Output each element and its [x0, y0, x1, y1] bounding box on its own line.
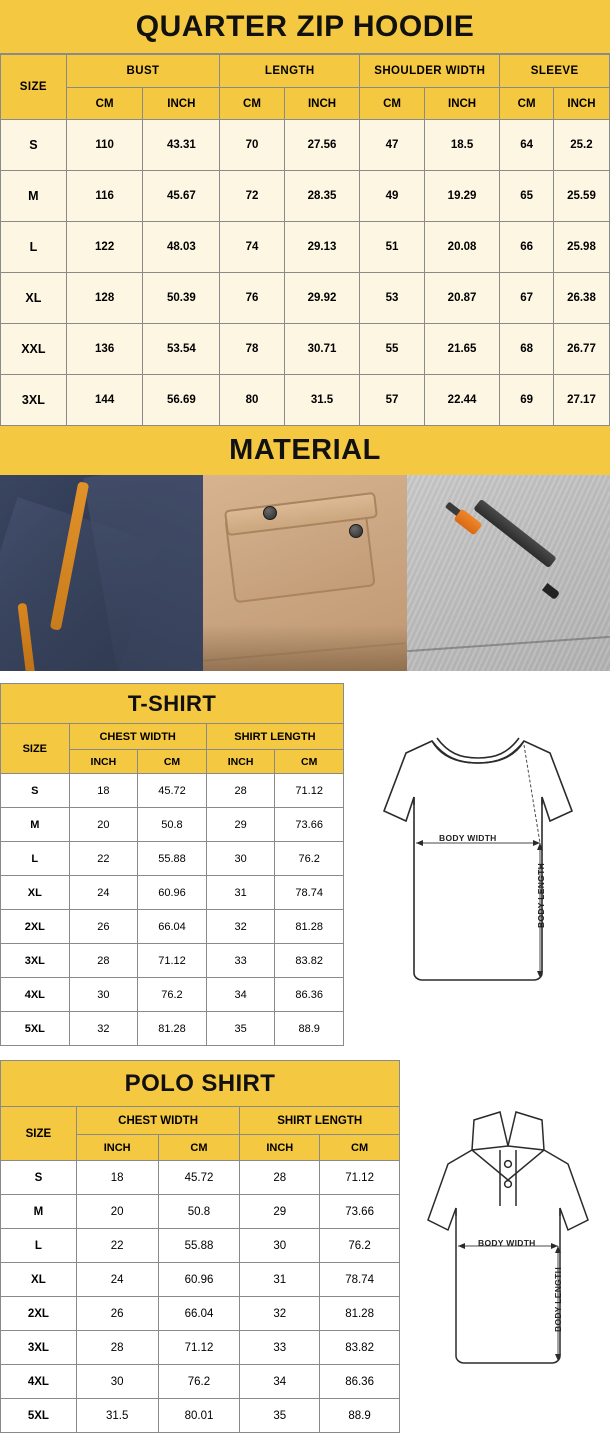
hoodie-cell: 80 [220, 375, 285, 426]
tshirt-cell: 33 [206, 944, 275, 978]
tshirt-cell: 24 [69, 876, 138, 910]
tshirt-row-size: L [1, 842, 70, 876]
tshirt-cell: 22 [69, 842, 138, 876]
hoodie-row-size: M [1, 171, 67, 222]
polo-row-size: 3XL [1, 1331, 77, 1365]
hoodie-cell: 27.17 [553, 375, 609, 426]
polo-cell: 73.66 [320, 1195, 400, 1229]
hoodie-cell: 57 [360, 375, 425, 426]
tshirt-col-size: SIZE [1, 724, 70, 774]
polo-body-width-label: BODY WIDTH [478, 1238, 536, 1248]
hoodie-cell: 67 [500, 273, 554, 324]
tshirt-cell: 26 [69, 910, 138, 944]
table-row [1, 876, 344, 910]
material-photo-row [0, 475, 610, 671]
polo-row-size: 2XL [1, 1297, 77, 1331]
tshirt-col-shirt-length: SHIRT LENGTH [206, 724, 343, 750]
hoodie-row-size: XL [1, 273, 67, 324]
tshirt-body-length-label: BODY LENGTH [536, 862, 546, 928]
polo-cell: 76.2 [158, 1365, 240, 1399]
tshirt-cell: 81.28 [138, 1012, 207, 1046]
polo-cell: 26 [76, 1297, 158, 1331]
polo-cell: 29 [240, 1195, 320, 1229]
tshirt-cell: 45.72 [138, 774, 207, 808]
grey-fleece-pen-pocket-photo [407, 475, 610, 671]
hoodie-cell: 47 [360, 120, 425, 171]
polo-section [0, 1060, 610, 1433]
tshirt-section [0, 683, 610, 1046]
tshirt-cell: 76.2 [138, 978, 207, 1012]
polo-cell: 30 [76, 1365, 158, 1399]
hoodie-col-size: SIZE [1, 55, 67, 120]
polo-cell: 24 [76, 1263, 158, 1297]
hoodie-row-size: XXL [1, 324, 67, 375]
hoodie-title: QUARTER ZIP HOODIE [0, 0, 610, 54]
polo-cell: 28 [76, 1331, 158, 1365]
tshirt-cell: 71.12 [138, 944, 207, 978]
polo-row-size: S [1, 1161, 77, 1195]
tshirt-cell: 83.82 [275, 944, 344, 978]
polo-row-size: XL [1, 1263, 77, 1297]
hoodie-cell: 68 [500, 324, 554, 375]
hoodie-cell: 27.56 [284, 120, 360, 171]
table-row [1, 222, 610, 273]
hoodie-cell: 25.98 [553, 222, 609, 273]
tshirt-cell: 29 [206, 808, 275, 842]
hoodie-cell: 128 [66, 273, 143, 324]
hoodie-cell: 66 [500, 222, 554, 273]
tshirt-cell: 32 [69, 1012, 138, 1046]
hoodie-cell: 51 [360, 222, 425, 273]
hoodie-unit-shoulder-cm: CM [360, 88, 425, 120]
hoodie-unit-sleeve-inch: INCH [553, 88, 609, 120]
tshirt-cell: 88.9 [275, 1012, 344, 1046]
hoodie-cell: 122 [66, 222, 143, 273]
tshirt-cell: 78.74 [275, 876, 344, 910]
polo-unit-length-cm: CM [320, 1135, 400, 1161]
tshirt-cell: 66.04 [138, 910, 207, 944]
polo-cell: 55.88 [158, 1229, 240, 1263]
tshirt-cell: 18 [69, 774, 138, 808]
hoodie-cell: 53.54 [143, 324, 220, 375]
tshirt-size-table [0, 723, 344, 1046]
polo-cell: 31.5 [76, 1399, 158, 1433]
table-row [1, 1195, 400, 1229]
table-row [1, 1331, 400, 1365]
polo-row-size: M [1, 1195, 77, 1229]
polo-row-size: 4XL [1, 1365, 77, 1399]
tshirt-cell: 31 [206, 876, 275, 910]
hoodie-cell: 25.59 [553, 171, 609, 222]
hoodie-cell: 31.5 [284, 375, 360, 426]
polo-cell: 60.96 [158, 1263, 240, 1297]
tshirt-cell: 60.96 [138, 876, 207, 910]
table-row [1, 1399, 400, 1433]
hoodie-cell: 19.29 [424, 171, 500, 222]
material-title: MATERIAL [0, 426, 610, 475]
tshirt-cell: 32 [206, 910, 275, 944]
polo-cell: 34 [240, 1365, 320, 1399]
table-row [1, 375, 610, 426]
tshirt-cell: 28 [69, 944, 138, 978]
hoodie-cell: 55 [360, 324, 425, 375]
hoodie-cell: 50.39 [143, 273, 220, 324]
hoodie-unit-shoulder-inch: INCH [424, 88, 500, 120]
tshirt-cell: 81.28 [275, 910, 344, 944]
hoodie-cell: 49 [360, 171, 425, 222]
hoodie-cell: 18.5 [424, 120, 500, 171]
polo-cell: 71.12 [158, 1331, 240, 1365]
tshirt-outline-icon [344, 693, 610, 1023]
hoodie-cell: 29.13 [284, 222, 360, 273]
hoodie-cell: 26.77 [553, 324, 609, 375]
table-row [1, 1012, 344, 1046]
polo-col-shirt-length: SHIRT LENGTH [240, 1107, 400, 1135]
hoodie-cell: 25.2 [553, 120, 609, 171]
table-row [1, 1229, 400, 1263]
navy-hoodie-drawstring-photo [0, 475, 203, 671]
spacer [0, 671, 610, 683]
tshirt-row-size: 5XL [1, 1012, 70, 1046]
hoodie-cell: 136 [66, 324, 143, 375]
polo-cell: 33 [240, 1331, 320, 1365]
tshirt-cell: 35 [206, 1012, 275, 1046]
polo-size-table [0, 1106, 400, 1433]
hoodie-cell: 30.71 [284, 324, 360, 375]
tshirt-row-size: 2XL [1, 910, 70, 944]
hoodie-cell: 43.31 [143, 120, 220, 171]
hoodie-unit-bust-cm: CM [66, 88, 143, 120]
polo-body-length-label: BODY LENGTH [553, 1266, 563, 1332]
hoodie-col-sleeve: SLEEVE [500, 55, 610, 88]
hoodie-col-shoulder-width: SHOULDER WIDTH [360, 55, 500, 88]
hoodie-cell: 28.35 [284, 171, 360, 222]
hoodie-col-bust: BUST [66, 55, 219, 88]
hoodie-cell: 65 [500, 171, 554, 222]
table-row [1, 1263, 400, 1297]
hoodie-cell: 48.03 [143, 222, 220, 273]
tshirt-cell: 50.8 [138, 808, 207, 842]
hoodie-cell: 53 [360, 273, 425, 324]
polo-cell: 32 [240, 1297, 320, 1331]
polo-col-size: SIZE [1, 1107, 77, 1161]
polo-cell: 35 [240, 1399, 320, 1433]
tshirt-diagram [344, 683, 610, 1046]
tshirt-row-size: S [1, 774, 70, 808]
polo-cell: 22 [76, 1229, 158, 1263]
hoodie-cell: 21.65 [424, 324, 500, 375]
polo-diagram [400, 1060, 610, 1433]
polo-unit-length-inch: INCH [240, 1135, 320, 1161]
hoodie-row-size: S [1, 120, 67, 171]
hoodie-row-size: 3XL [1, 375, 67, 426]
hoodie-unit-bust-inch: INCH [143, 88, 220, 120]
hoodie-cell: 74 [220, 222, 285, 273]
hoodie-cell: 26.38 [553, 273, 609, 324]
table-row [1, 910, 344, 944]
tshirt-unit-chest-inch: INCH [69, 750, 138, 774]
hoodie-unit-length-cm: CM [220, 88, 285, 120]
polo-cell: 76.2 [320, 1229, 400, 1263]
tshirt-unit-length-inch: INCH [206, 750, 275, 774]
polo-cell: 45.72 [158, 1161, 240, 1195]
table-row [1, 944, 344, 978]
hoodie-row-size: L [1, 222, 67, 273]
polo-row-size: 5XL [1, 1399, 77, 1433]
table-row [1, 273, 610, 324]
polo-cell: 18 [76, 1161, 158, 1195]
tshirt-row-size: XL [1, 876, 70, 910]
tan-sleeve-pocket-photo [203, 475, 406, 671]
tshirt-cell: 55.88 [138, 842, 207, 876]
hoodie-cell: 64 [500, 120, 554, 171]
table-row [1, 324, 610, 375]
polo-cell: 71.12 [320, 1161, 400, 1195]
hoodie-cell: 144 [66, 375, 143, 426]
polo-cell: 80.01 [158, 1399, 240, 1433]
polo-cell: 31 [240, 1263, 320, 1297]
tshirt-title: T-SHIRT [0, 683, 344, 723]
hoodie-cell: 69 [500, 375, 554, 426]
tshirt-cell: 73.66 [275, 808, 344, 842]
table-row [1, 1297, 400, 1331]
tshirt-cell: 30 [206, 842, 275, 876]
polo-cell: 28 [240, 1161, 320, 1195]
tshirt-cell: 76.2 [275, 842, 344, 876]
polo-cell: 86.36 [320, 1365, 400, 1399]
polo-cell: 88.9 [320, 1399, 400, 1433]
tshirt-row-size: M [1, 808, 70, 842]
spacer [0, 1046, 610, 1060]
tshirt-cell: 20 [69, 808, 138, 842]
tshirt-row-size: 4XL [1, 978, 70, 1012]
hoodie-cell: 45.67 [143, 171, 220, 222]
polo-cell: 78.74 [320, 1263, 400, 1297]
tshirt-cell: 71.12 [275, 774, 344, 808]
table-row [1, 978, 344, 1012]
hoodie-cell: 29.92 [284, 273, 360, 324]
hoodie-cell: 110 [66, 120, 143, 171]
polo-cell: 20 [76, 1195, 158, 1229]
table-row [1, 171, 610, 222]
polo-cell: 83.82 [320, 1331, 400, 1365]
hoodie-section [0, 0, 610, 426]
hoodie-cell: 20.87 [424, 273, 500, 324]
hoodie-col-length: LENGTH [220, 55, 360, 88]
hoodie-cell: 56.69 [143, 375, 220, 426]
polo-unit-chest-cm: CM [158, 1135, 240, 1161]
tshirt-row-size: 3XL [1, 944, 70, 978]
table-row [1, 842, 344, 876]
polo-title: POLO SHIRT [0, 1060, 400, 1106]
polo-cell: 66.04 [158, 1297, 240, 1331]
table-row [1, 774, 344, 808]
table-row [1, 1365, 400, 1399]
table-row [1, 1161, 400, 1195]
polo-cell: 50.8 [158, 1195, 240, 1229]
table-row [1, 808, 344, 842]
tshirt-unit-length-cm: CM [275, 750, 344, 774]
polo-row-size: L [1, 1229, 77, 1263]
material-section [0, 426, 610, 671]
hoodie-cell: 116 [66, 171, 143, 222]
polo-unit-chest-inch: INCH [76, 1135, 158, 1161]
tshirt-cell: 86.36 [275, 978, 344, 1012]
hoodie-cell: 20.08 [424, 222, 500, 273]
polo-col-chest-width: CHEST WIDTH [76, 1107, 240, 1135]
hoodie-cell: 76 [220, 273, 285, 324]
hoodie-cell: 72 [220, 171, 285, 222]
tshirt-cell: 28 [206, 774, 275, 808]
hoodie-cell: 70 [220, 120, 285, 171]
tshirt-unit-chest-cm: CM [138, 750, 207, 774]
hoodie-cell: 22.44 [424, 375, 500, 426]
hoodie-size-table [0, 54, 610, 426]
tshirt-cell: 34 [206, 978, 275, 1012]
hoodie-unit-length-inch: INCH [284, 88, 360, 120]
polo-cell: 81.28 [320, 1297, 400, 1331]
hoodie-cell: 78 [220, 324, 285, 375]
polo-cell: 30 [240, 1229, 320, 1263]
tshirt-col-chest-width: CHEST WIDTH [69, 724, 206, 750]
table-row [1, 120, 610, 171]
tshirt-cell: 30 [69, 978, 138, 1012]
tshirt-body-width-label: BODY WIDTH [439, 833, 497, 843]
hoodie-unit-sleeve-cm: CM [500, 88, 554, 120]
